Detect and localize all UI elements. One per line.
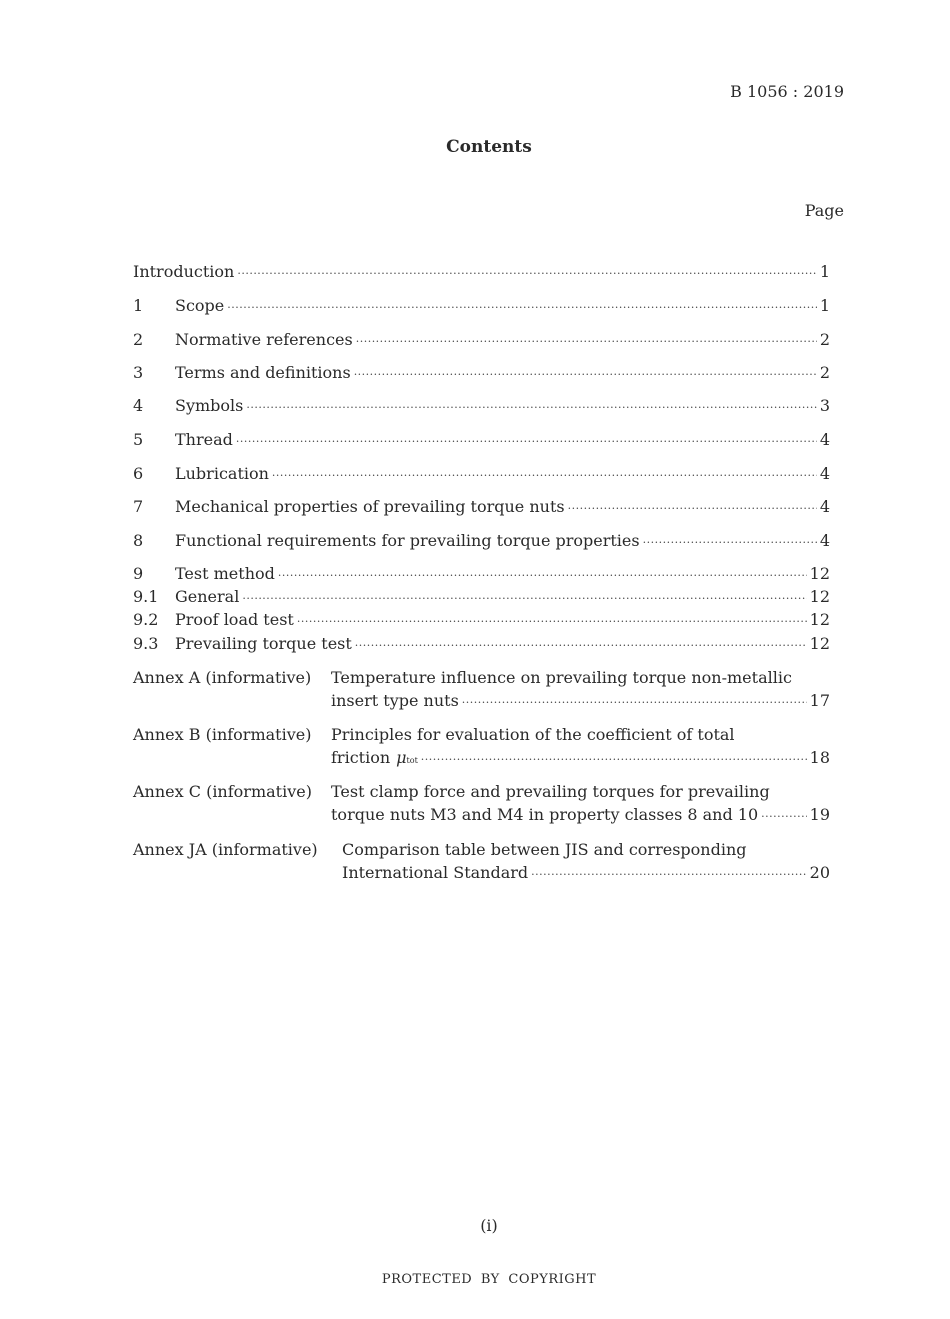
toc-entry-page: 12 [809, 564, 830, 583]
leader-dots [761, 805, 806, 829]
toc-entry-number: 6 [133, 464, 144, 483]
toc-entry-label: Thread [175, 430, 233, 449]
leader-dots [355, 634, 807, 658]
toc-entry-scope[interactable] [133, 294, 830, 318]
toc-entry-number: 4 [133, 396, 144, 415]
toc-entry-symbols[interactable] [133, 394, 830, 418]
annex-label: Annex JA (informative) [133, 840, 318, 859]
toc-entry-number: 9 [133, 564, 144, 583]
toc-entry-introduction[interactable] [133, 260, 830, 284]
annex-title-line2: International Standard [342, 863, 529, 882]
toc-entry-label: Scope [175, 296, 225, 315]
toc-entry-number: 9.3 [133, 634, 159, 653]
toc-entry-number: 2 [133, 330, 144, 349]
annex-title-line2: friction [331, 748, 391, 767]
annex-label: Annex C (informative) [133, 782, 312, 801]
annex-title-line1: Principles for evaluation of the coefficient of total [331, 725, 735, 744]
toc-entry-page: 4 [819, 497, 830, 516]
toc-entry-label: Test method [175, 564, 275, 583]
toc-entry-lubrication[interactable] [133, 462, 830, 486]
toc-entry-page: 1 [819, 296, 830, 315]
leader-dots [462, 691, 807, 715]
leader-dots [227, 296, 817, 320]
toc-entry-page: 17 [809, 691, 830, 710]
toc-entry-general[interactable] [133, 585, 830, 609]
document-number: B 1056 : 2019 [730, 82, 844, 101]
leader-dots [568, 497, 817, 521]
leader-dots [643, 531, 817, 555]
annex-title-line2: torque nuts M3 and M4 in property classes 8 and 10 [331, 805, 759, 824]
toc-annex-c[interactable] [133, 780, 830, 828]
toc-entry-number: 5 [133, 430, 144, 449]
toc-entry-label: Lubrication [175, 464, 269, 483]
toc-entry-page: 4 [819, 464, 830, 483]
toc-annex-b[interactable] [133, 723, 830, 771]
toc-entry-label: Functional requirements for prevailing torque properties [175, 531, 640, 550]
toc-entry-test-method[interactable] [133, 562, 830, 586]
toc-entry-normative-references[interactable] [133, 328, 830, 352]
annex-title-line1: Temperature influence on prevailing torque non-metallic [331, 668, 792, 687]
toc-entry-label: Proof load test [175, 610, 294, 629]
toc-entry-number: 9.2 [133, 610, 159, 629]
annex-title-line1: Test clamp force and prevailing torques for prevailing [331, 782, 770, 801]
toc-entry-page: 12 [809, 587, 830, 606]
toc-entry-prevailing-torque-test[interactable] [133, 632, 830, 656]
toc-entry-mechanical-properties[interactable] [133, 495, 830, 519]
toc-entry-label: General [175, 587, 240, 606]
toc-annex-ja[interactable] [133, 838, 830, 886]
toc-entry-number: 3 [133, 363, 144, 382]
leader-dots [246, 396, 816, 420]
leader-dots [421, 748, 807, 772]
toc-entry-thread[interactable] [133, 428, 830, 452]
toc-entry-label: Introduction [133, 262, 235, 281]
leader-dots [272, 464, 817, 488]
annex-title-line2: insert type nuts [331, 691, 459, 710]
toc-entry-page: 4 [819, 430, 830, 449]
toc-entry-number: 8 [133, 531, 144, 550]
annex-label: Annex A (informative) [133, 668, 312, 687]
toc-entry-page: 20 [809, 863, 830, 882]
toc-entry-page: 4 [819, 531, 830, 550]
toc-entry-number: 7 [133, 497, 144, 516]
annex-title-line1: Comparison table between JIS and corresponding [342, 840, 747, 859]
page-column-header: Page [804, 201, 844, 220]
annex-label: Annex B (informative) [133, 725, 312, 744]
toc-entry-proof-load-test[interactable] [133, 608, 830, 632]
toc-entry-label: Mechanical properties of prevailing torque nuts [175, 497, 565, 516]
leader-dots [531, 863, 806, 887]
toc-entry-label: Prevailing torque test [175, 634, 352, 653]
toc-entry-page: 19 [809, 805, 830, 824]
toc-entry-number: 9.1 [133, 587, 159, 606]
toc-entry-page: 2 [819, 363, 830, 382]
toc-entry-page: 1 [819, 262, 830, 281]
mu-subscript: tot [406, 756, 418, 765]
toc-annex-a[interactable] [133, 666, 830, 714]
toc-entry-label: Symbols [175, 396, 244, 415]
leader-dots [236, 430, 817, 454]
leader-dots [237, 262, 816, 286]
toc-entry-page: 3 [819, 396, 830, 415]
leader-dots [297, 610, 807, 634]
toc-entry-number: 1 [133, 296, 144, 315]
toc-entry-terms-and-definitions[interactable] [133, 361, 830, 385]
toc-entry-page: 12 [809, 610, 830, 629]
mu-symbol: μ [396, 748, 407, 767]
toc-entry-label: Normative references [175, 330, 353, 349]
copyright-notice: PROTECTED BY COPYRIGHT [381, 1272, 597, 1287]
toc-entry-page: 18 [809, 748, 830, 767]
page-folio: (i) [480, 1216, 498, 1235]
toc-entry-label: Terms and definitions [175, 363, 351, 382]
leader-dots [354, 363, 817, 387]
toc-entry-functional-requirements[interactable] [133, 529, 830, 553]
leader-dots [356, 330, 817, 354]
toc-entry-page: 2 [819, 330, 830, 349]
page-title: Contents [446, 137, 532, 157]
toc-entry-page: 12 [809, 634, 830, 653]
